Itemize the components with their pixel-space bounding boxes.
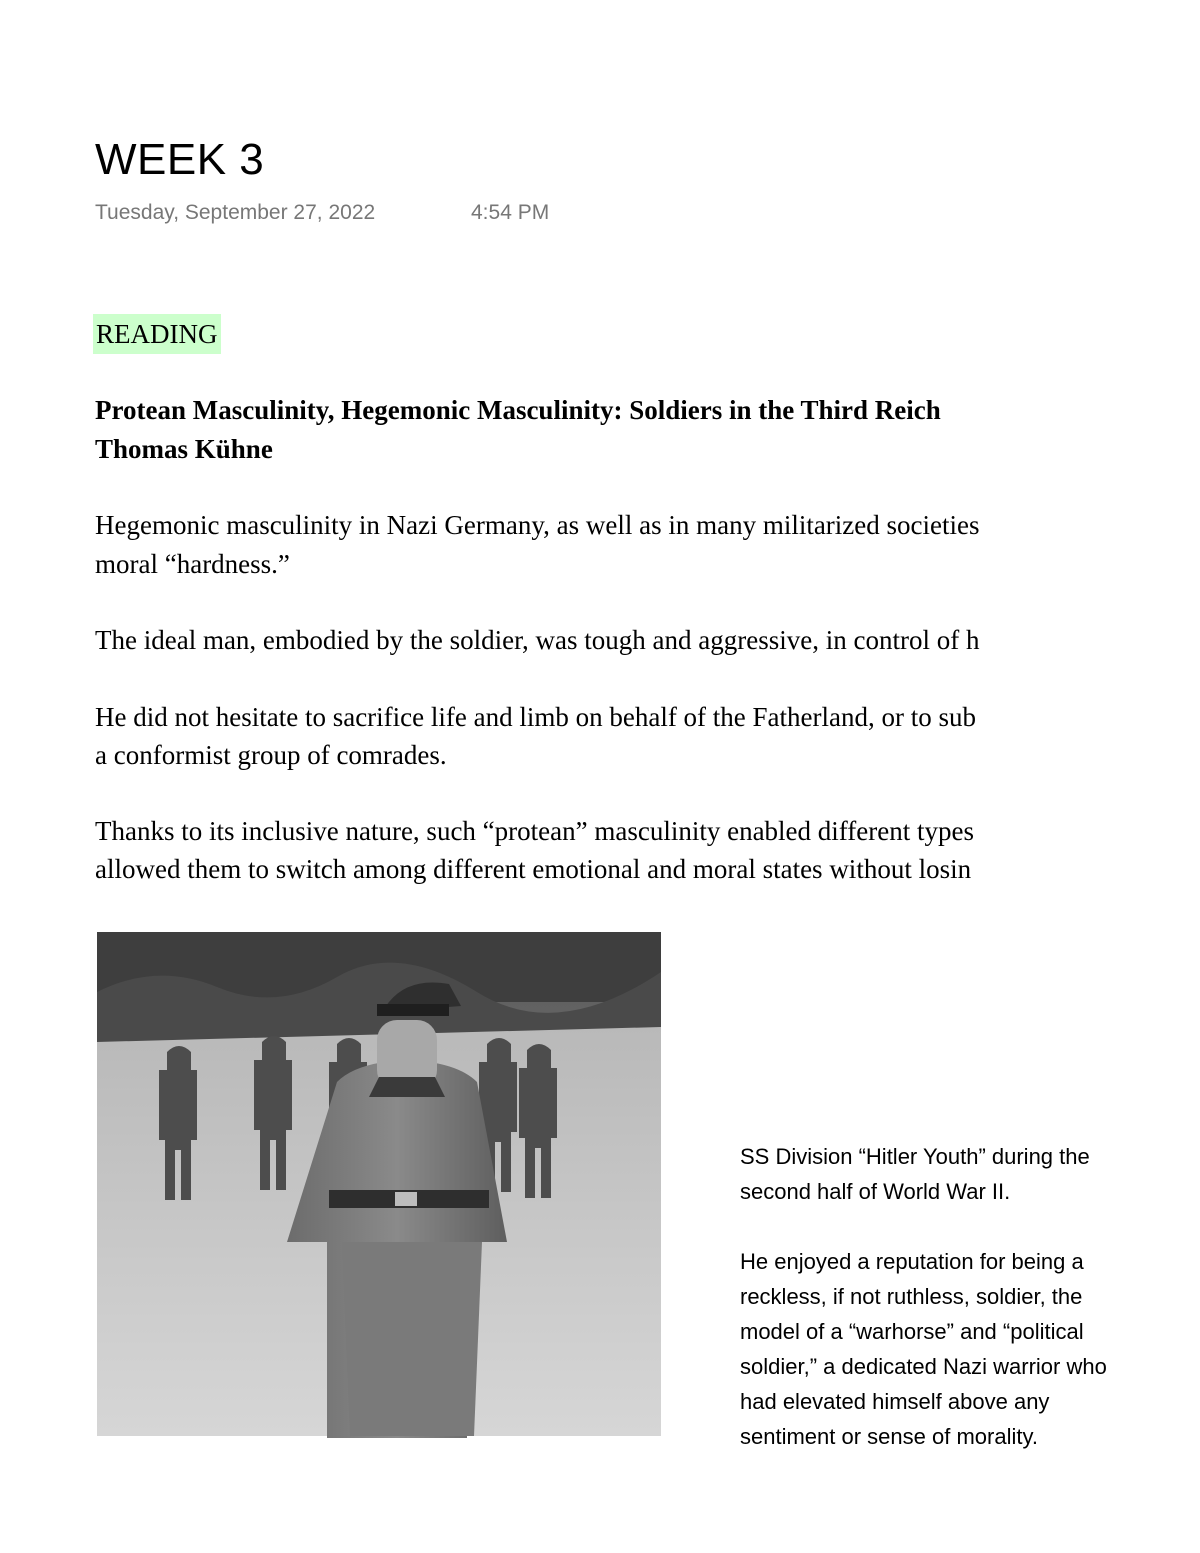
note-time: 4:54 PM	[471, 201, 550, 224]
note-date: Tuesday, September 27, 2022	[95, 201, 376, 224]
description-line: He enjoyed a reputation for being a	[740, 1249, 1084, 1274]
description-line: soldier,” a dedicated Nazi warrior who	[740, 1354, 1107, 1379]
paragraph-line: He did not hesitate to sacrifice life and limb on behalf of the Fatherland, or to sub	[95, 702, 976, 732]
description-line: sentiment or sense of morality.	[740, 1424, 1038, 1449]
soldier-photo	[97, 932, 661, 1436]
caption-line: SS Division “Hitler Youth” during the	[740, 1144, 1090, 1169]
reading-tag: READING	[93, 314, 221, 354]
description-line: had elevated himself above any	[740, 1389, 1050, 1414]
paragraph-line: allowed them to switch among different emotional and moral states without losin	[95, 854, 972, 884]
paragraph-line: The ideal man, embodied by the soldier, was tough and aggressive, in control of h	[95, 625, 980, 655]
reading-heading: Protean Masculinity, Hegemonic Masculinity: Soldiers in the Third Reich	[95, 395, 941, 425]
description-line: model of a “warhorse” and “political	[740, 1319, 1084, 1344]
paragraph-line: a conformist group of comrades.	[95, 740, 447, 770]
figure-description	[740, 1244, 1200, 1449]
reading-author: Thomas Kühne	[95, 434, 273, 464]
paragraph-line: Hegemonic masculinity in Nazi Germany, as well as in many militarized societies	[95, 510, 980, 540]
paragraph-line: Thanks to its inclusive nature, such “protean” masculinity enabled different types	[95, 816, 974, 846]
page-title: WEEK 3	[95, 135, 265, 184]
caption-line: second half of World War II.	[740, 1179, 1011, 1204]
paragraph-line: moral “hardness.”	[95, 549, 290, 579]
description-line: reckless, if not ruthless, soldier, the	[740, 1284, 1083, 1309]
